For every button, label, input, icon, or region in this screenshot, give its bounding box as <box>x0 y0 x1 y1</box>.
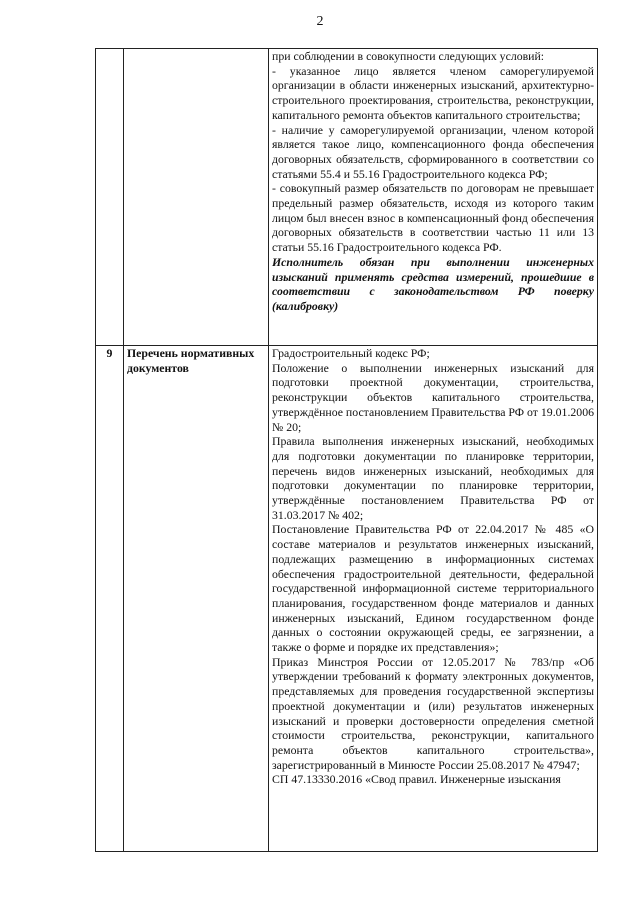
paragraph: Градостроительный кодекс РФ; <box>272 346 430 360</box>
paragraph: Приказ Минстроя России от 12.05.2017 № 783/пр «Об утверждении требований к формату электронных документов, представляемых для проведения государственной экспертизы проектной документации и (или) результатов инженерных изысканий и проверки достоверности определения сметной стоимости строительства, реконструкции, капитального ремонта объектов капитального строительства», зарегистрированный в Минюсте России 25.08.2017 № 47947; <box>272 654 594 772</box>
row-name <box>124 49 269 346</box>
paragraph: СП 47.13330.2016 «Свод правил. Инженерные изыскания <box>272 772 561 787</box>
row-number <box>96 49 124 346</box>
row-content <box>269 49 598 346</box>
table-row <box>96 346 598 852</box>
table-row <box>96 49 598 346</box>
paragraph: Постановление Правительства РФ от 22.04.2017 № 485 «О составе материалов и результатов инженерных изысканий, подлежащих размещению в информационных системах обеспечения градостроительной деятельности, федеральной государственной информационной системе территориального планирования, государственном фонде материалов и данных инженерных изысканий, Едином государственном фонде данных о состоянии окружающей среды, ее загрязнении, а также о форме и порядке их представления»; <box>272 522 594 655</box>
paragraph: - совокупный размер обязательств по договорам не превышает предельный размер обязательств, исходя из которого таким лицом был внесен взнос в компенсационный фонд обеспечения договорных обязательств в соответствии частью 11 или 13 статьи 55.16 Градостроительного кодекса РФ. <box>272 181 594 255</box>
paragraph: - указанное лицо является членом саморегулируемой организации в области инженерных изысканий, архитектурно-строительного проектирования, строительства, реконструкции, капитального ремонта объектов капитального строительства; <box>272 63 594 122</box>
page-number: 2 <box>316 14 324 29</box>
paragraph: Правила выполнения инженерных изысканий, необходимых для подготовки документации по планировке территории, перечень видов инженерных изысканий, необходимых для подготовки документации по планировке территории, утверждённые постановлением Правительства РФ от 31.03.2017 № 402; <box>272 434 594 522</box>
row-content <box>269 346 598 852</box>
row-number: 9 <box>96 346 124 852</box>
paragraph: при соблюдении в совокупности следующих условий: <box>272 49 545 63</box>
row-name: Перечень нормативных документов <box>124 346 269 852</box>
emphasized-paragraph: Исполнитель обязан при выполнении инженерных изысканий применять средства измерений, прошедшие в соответствии с законодательством РФ поверку (калибровку) <box>272 254 594 313</box>
requirements-table <box>95 48 598 852</box>
paragraph: Положение о выполнении инженерных изысканий для подготовки проектной документации, строительства, реконструкции объектов капитального строительства, утверждённое постановлением Правительства РФ от 19.01.2006 № 20; <box>272 360 594 434</box>
paragraph: - наличие у саморегулируемой организации, членом которой является такое лицо, компенсационного фонда обеспечения договорных обязательств, сформированного в соответствии со статьями 55.4 и 55.16 Градостроительного кодекса РФ; <box>272 122 594 181</box>
